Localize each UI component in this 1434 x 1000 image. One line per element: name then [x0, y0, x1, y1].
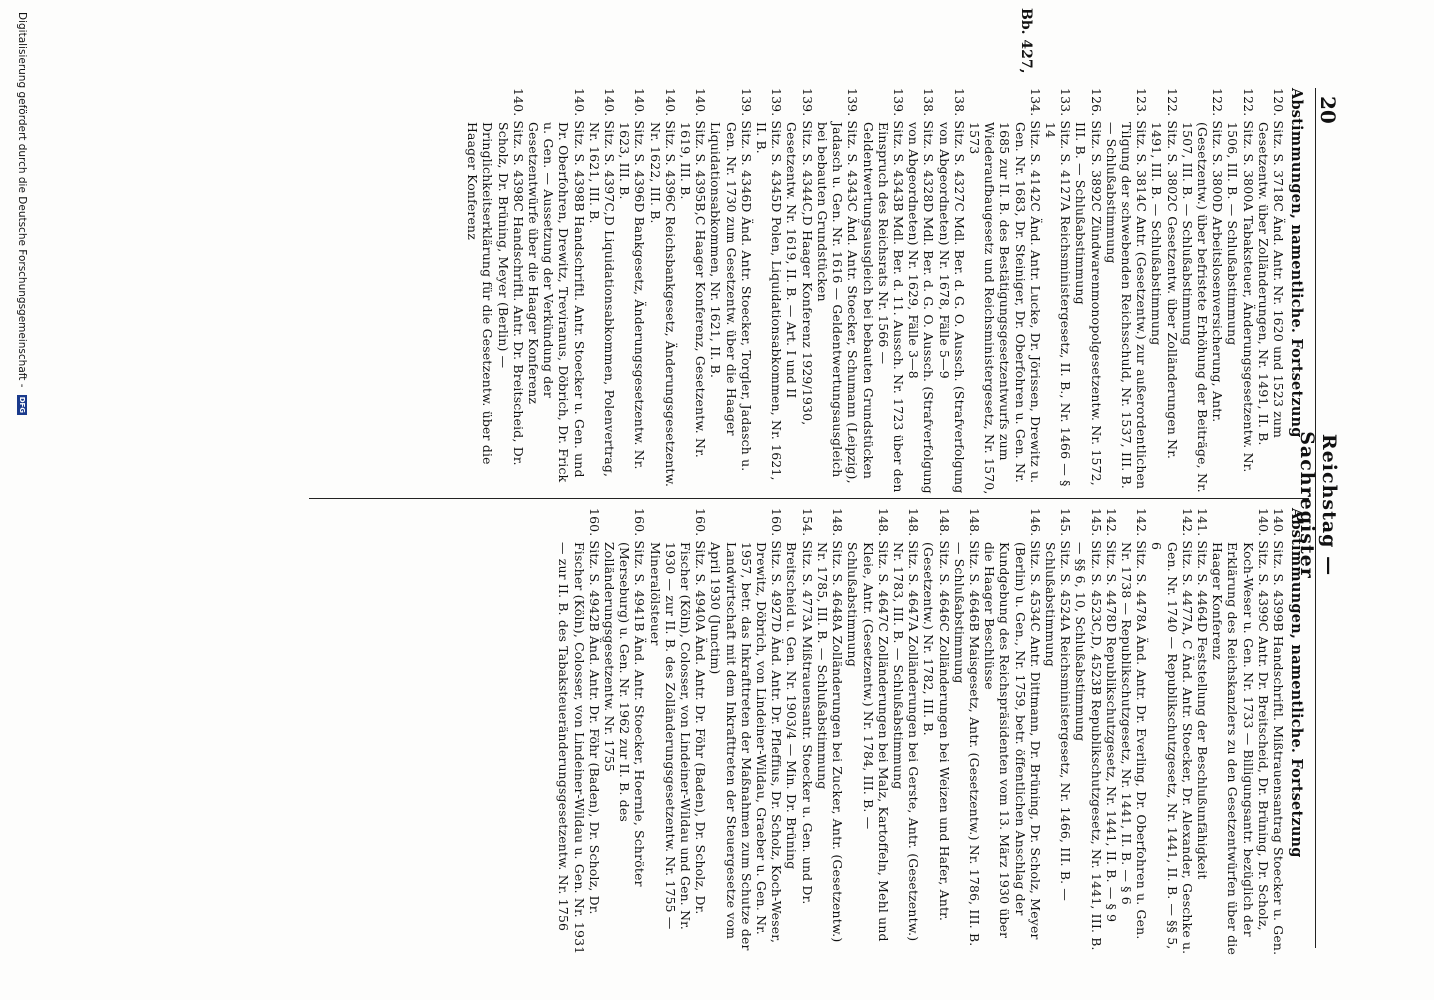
- index-entry: 140. Sitz. S. 4396D Bankgesetz, Änderungsgesetzentw. Nr. 1623, III. B.: [617, 88, 648, 470]
- index-entry: 142. Sitz. S. 4477A, C Änd. Antr. Stoecker, Dr. Alexander, Geschke u. Gen. Nr. 1740 — Republikschutzgesetz, Nr. 1441, II. B. — §§ 5, 6: [1149, 508, 1195, 955]
- index-entry: 140. Sitz. S. 4396C Reichsbankgesetz, Änderungsgesetzentw. Nr. 1622, III. B.: [647, 88, 678, 488]
- index-entry: 139. Sitz. S. 4345D Polen, Liquidationsabkommen, Nr. 1621, II. B.: [754, 88, 785, 481]
- index-entry: 148. Sitz. S. 4647A Zolländerungen bei Gerste, Antr. (Gesetzentw.) Nr. 1783, III. B. — Schlußabstimmung: [890, 508, 922, 942]
- index-entry: 154. Sitz. S. 4773A Mißtrauensantr. Stoecker u. Gen. und Dr. Breitscheid u. Gen. Nr. 1903/4 — Min. Dr. Brüning: [784, 508, 815, 905]
- index-entry: 142. Sitz. S. 4478D Republikschutzgesetz, Nr. 1441, II. B. — § 9: [1103, 508, 1119, 923]
- index-entry: 140. Sitz. S. 4399C Antr. Dr. Breitscheid, Dr. Brüning, Dr. Scholz, Koch-Weser u. Gen. Nr. 1733 — Billigungsantr. bezüglich der Erklärung des Reichskanzlers zu den Gesetzentwürfen über die Haager Konferenz: [1210, 508, 1271, 955]
- right-entry-list: [556, 508, 1286, 958]
- right-column-heading: Abstimmungen, namentliche. Fortsetzung: [1288, 508, 1305, 858]
- index-entry: 139. Sitz. S. 4343B Mdl. Ber. d. 11. Aussch. Nr. 1723 über den Einspruch des Reichsrats Nr. 1566 — Geldentwertungsausgleich bei bebauten Grundstücken: [860, 88, 906, 493]
- margin-note: Bb. 427,: [1018, 8, 1034, 74]
- index-entry: 138. Sitz. S. 4328D Mdl. Ber. d. G. O. Aussch. (Strafverfolgung von Abgeordneten) Nr. 1629, Fälle 3—8: [906, 88, 937, 494]
- index-entry: 122. Sitz. S. 3800D Arbeitslosenversicherung, Antr. (Gesetzentw.) über befristete Erhöhung der Beiträge, Nr. 1507, III. B. — Schlußabstimmung: [1179, 88, 1226, 493]
- index-entry: 139. Sitz. S. 4344C,D Haager Konferenz 1929/1930, Gesetzentw. Nr. 1619, II. B. — Art. I und II: [784, 88, 815, 426]
- header-rule: [1315, 88, 1316, 948]
- index-entry: 145. Sitz. S. 4524A Reichsministergesetz, Nr. 1466, III. B. — Schlußabstimmung: [1042, 508, 1074, 902]
- index-entry: 133. Sitz. S. 4127A Reichsministergesetz, II. B., Nr. 1466 — § 14: [1042, 88, 1074, 487]
- column-divider: [309, 498, 1309, 499]
- left-entry-list: [465, 88, 1286, 498]
- footer-text: Digitalisierung gefördert durch die Deutsche Forschungsgemeinschaft -: [16, 12, 28, 388]
- index-entry: 122. Sitz. S. 3802C Gesetzentw. über Zolländerungen Nr. 1491, III. B. — Schlußabstimmung: [1149, 88, 1180, 460]
- index-entry: 123. Sitz. S. 3814C Antr. (Gesetzentw.) zur außerordentlichen Tilgung der schwebenden Reichsschuld, Nr. 1537, III. B. — Schlußabstimmung: [1103, 88, 1150, 490]
- page-number: 20: [1316, 96, 1340, 124]
- left-column: [465, 88, 1306, 498]
- index-entry: 148. Sitz. S. 4648A Zolländerungen bei Zucker, Antr. (Gesetzentw.) Nr. 1785, III. B. — Schlußabstimmung: [814, 508, 846, 943]
- index-entry: 148. Sitz. S. 4646B Maisgesetz, Antr. (Gesetzentw.) Nr. 1786, III. B. — Schlußabstimmung: [951, 508, 982, 947]
- index-entry: 134. Sitz. S. 4142C Änd. Antr. Lucke, Dr. Jörissen, Drewitz u. Gen. Nr. 1683, Dr. Steiniger, Dr. Oberfohren u. Gen. Nr. 1685 zur II. B. des Bestätigungsgesetzentwurfs zum Wiederaufbaugesetz und Reichsministergesetz, Nr. 1570, 1573: [966, 88, 1043, 495]
- index-entry: 146. Sitz. S. 4534C Antr. Dittmann, Dr. Brüning, Dr. Scholz, Meyer (Berlin) u. Gen., Nr. 1759, betr. öffentlichen Anschlag der Kundgebung des Reichspräsidenten vom 13. März 1930 über die Haager Beschlüsse: [982, 508, 1043, 940]
- index-entry: 160. Sitz. S. 4927D Änd. Antr. Dr. Pfleffius, Dr. Scholz, Koch-Weser, Drewitz, Döbrich, von Lindeiner-Wildau, Graeber u. Gen. Nr. 1957, betr. das Inkrafttreten der Maßnahmen zum Schutze der Landwirtschaft mit dem Inkrafttreten der Steuergesetze vom April 1930 (Junctim): [708, 508, 785, 951]
- index-entry: 160. Sitz. S. 4941B Änd. Antr. Stoecker, Hoernle, Schröter (Merseburg) u. Gen. Nr. 1962 zur II. B. des Zolländerungsgesetzentw. Nr. 1755: [602, 508, 648, 887]
- index-entry: 145. Sitz. S. 4523C,D, 4523B Republikschutzgesetz, Nr. 1441, III. B. — §§ 6, 10, Schlußabstimmung: [1073, 508, 1104, 951]
- index-entry: 160. Sitz. S. 4940A Änd. Antr. Dr. Föhr (Baden), Dr. Scholz, Dr. Fischer (Köln), Colosser, von Lindeiner-Wildau und Gen. Nr. 1930 — zur II. B. des Zolländerungsgesetzentw. Nr. 1755 — Mineralölsteuer: [647, 508, 709, 931]
- footer: [16, 12, 28, 415]
- index-entry: 126. Sitz. S. 3892C Zündwarenmonopolgesetzentw. Nr. 1572, III. B. — Schlußabstimmung: [1073, 88, 1104, 486]
- index-entry: 139. Sitz. S. 4343C Änd. Antr. Stoecker, Schumann (Leipzig), Jadasch u. Gen. Nr. 1616 — Geldentwertungsausgleich bei bebauten Grundstücken: [814, 88, 861, 484]
- index-entry: 138. Sitz. S. 4327C Mdl. Ber. d. G. O. Aussch. (Strafverfolgung von Abgeordneten) Nr. 1678, Fälle 5—9: [936, 88, 967, 494]
- index-entry: 120. Sitz. S. 3718C Änd. Antr. Nr. 1620 und 1523 zum Gesetzentw. über Zolländerungen, Nr. 1491, II. B.: [1255, 88, 1286, 446]
- index-entry: 140. Sitz. S. 4398C Handschriftl. Antr. Dr. Breitscheid, Dr. Scholz, Dr. Brüning, Meyer (Berlin) — Dringlichkeitserklärung für die Gesetzentw. über die Haager Konferenz: [465, 88, 526, 466]
- index-entry: 140. Sitz. S. 4399B Handschriftl. Mißtrauensantrag Stoecker u. Gen.: [1271, 508, 1286, 956]
- running-head: Reichstag — Sachregister: [1296, 431, 1340, 579]
- index-entry: 140. Sitz. S. 4398B Handschriftl. Antr. Stoecker u. Gen. und Dr. Oberfohren, Drewitz, Treviranus, Döbrich, Dr. Frick u. Gen. — Aussetzung der Verkündung der Gesetzentwürfe über die Haager Konferenz: [526, 88, 587, 483]
- index-entry: 122. Sitz. S. 3800A Tabaksteuer, Änderungsgesetzentw. Nr. 1506, III. B. — Schlußabstimmung: [1225, 88, 1256, 473]
- index-entry: 148. Sitz. S. 4647C Zolländerungen bei Malz, Kartoffeln, Mehl und Kleie, Antr. (Gesetzentw.) Nr. 1784, III. B. — Schlußabstimmung: [845, 508, 891, 942]
- index-entry: 141. Sitz. S. 4464D Feststellung der Beschlußunfähigkeit: [1194, 508, 1210, 880]
- index-entry: 139. Sitz. S. 4346D Änd. Antr. Stoecker, Torgler, Jadasch u. Gen. Nr. 1730 zum Gesetzentw. über die Haager Liquidationsabkommen, Nr. 1621, II. B.: [708, 88, 754, 472]
- dfg-logo: DFG: [18, 396, 26, 414]
- index-entry: 140. Sitz. S. 4395B,C Haager Konferenz, Gesetzentw. Nr. 1619, III. B.: [678, 88, 709, 458]
- right-column: [556, 508, 1306, 958]
- index-entry: 140. Sitz. S. 4397C,D Liquidationsabkommen, Polenvertrag, Nr. 1621, III. B.: [586, 88, 618, 478]
- index-entry: 160. Sitz. S. 4942B Änd. Antr. Dr. Föhr (Baden), Dr. Scholz, Dr. Fischer (Köln), Colosser, von Lindeiner-Wildau u. Gen. Nr. 1931 — zur II. B. des Tabaksteueränderungsgesetzentw. Nr. 1756: [556, 508, 602, 955]
- left-column-heading: Abstimmungen, namentliche. Fortsetzung: [1288, 88, 1305, 438]
- index-entry: 148. Sitz. S. 4646C Zolländerungen bei Weizen und Hafer, Antr. (Gesetzentw.) Nr. 1782, III. B.: [921, 508, 952, 922]
- index-entry: 142. Sitz. S. 4478A Änd. Antr. Dr. Everling, Dr. Oberfohren u. Gen. Nr. 1738 — Republikschutzgesetz, Nr. 1441, II. B. — § 6: [1118, 508, 1150, 940]
